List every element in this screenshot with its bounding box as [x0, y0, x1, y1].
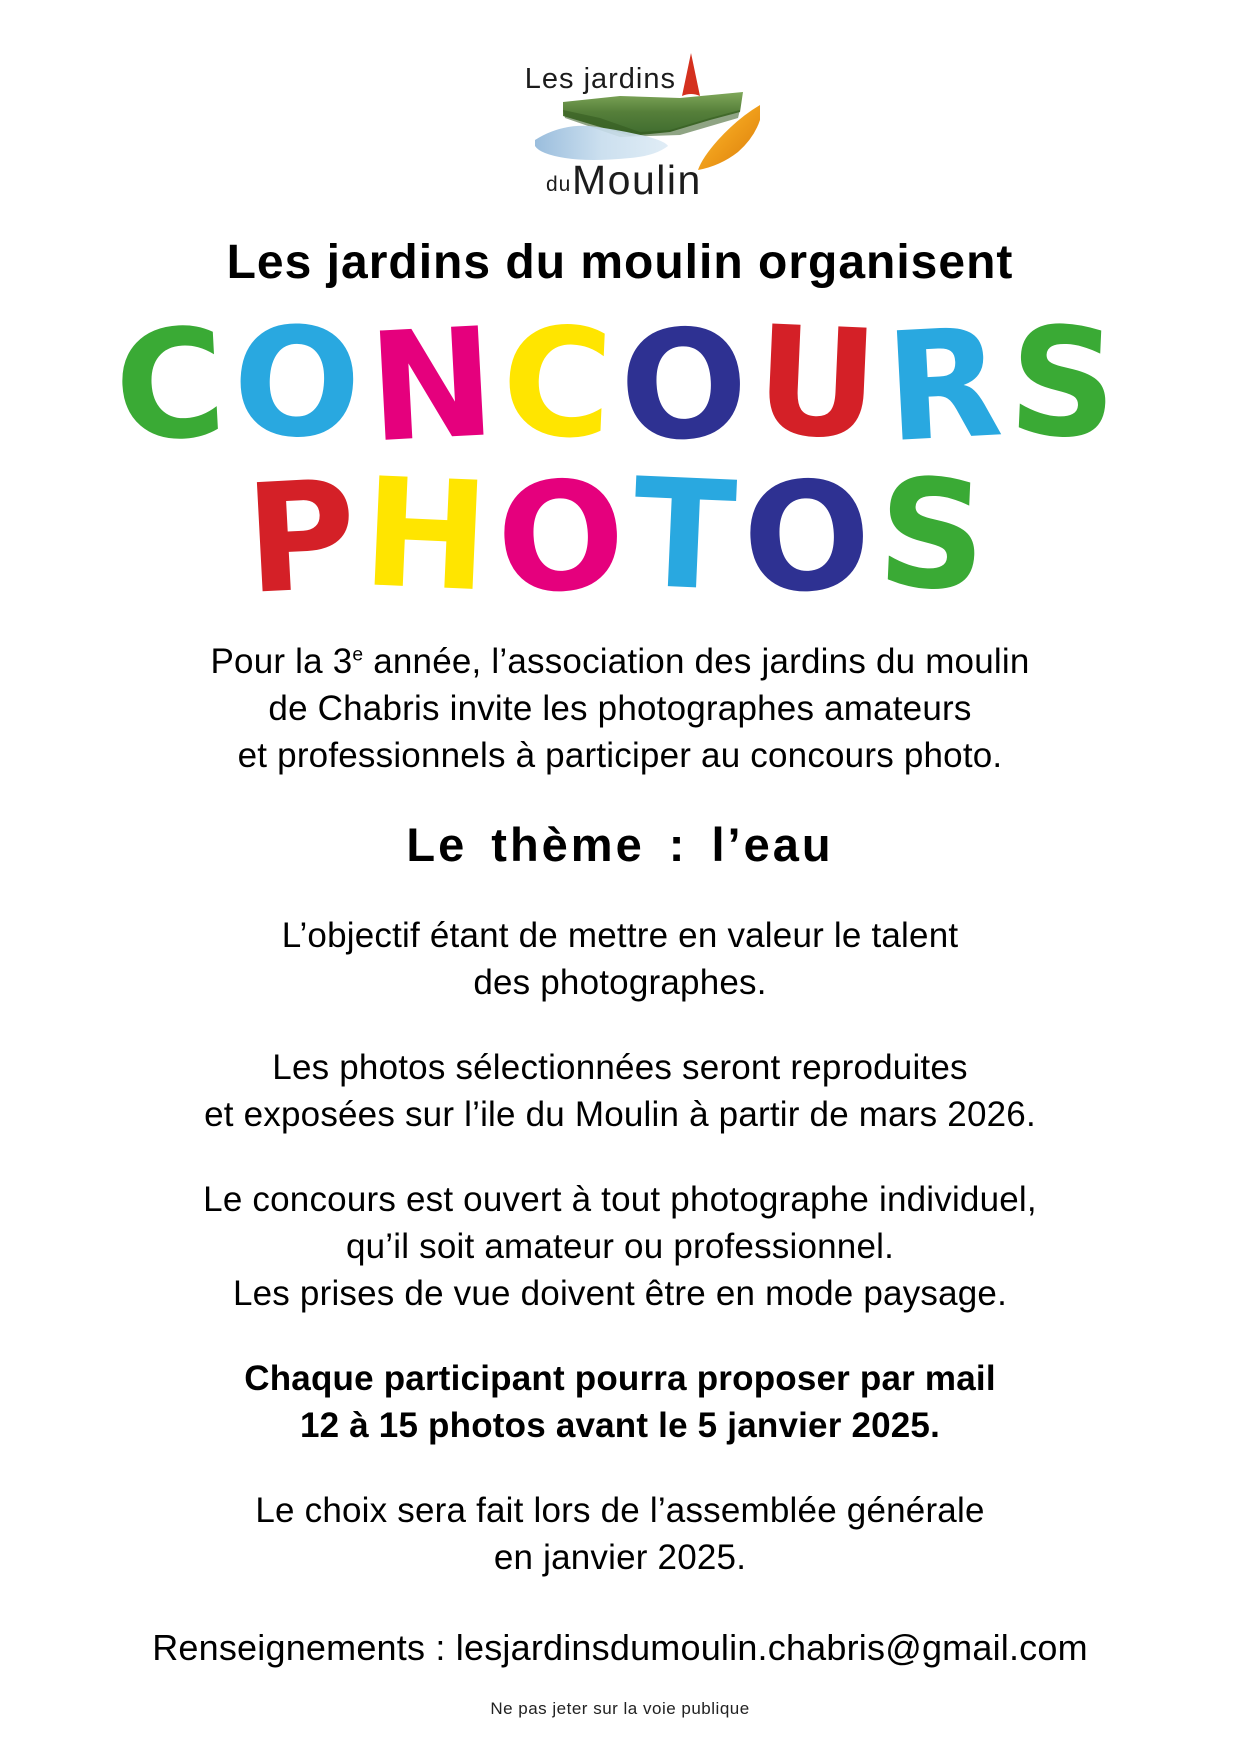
- choice-paragraph: [0, 1487, 1240, 1581]
- logo-title-line1: Les jardins: [524, 63, 676, 95]
- choice-line-2: en janvier 2025.: [493, 1538, 747, 1577]
- contact-info: Renseignements : lesjardinsdumoulin.chabris@gmail.com: [152, 1627, 1088, 1668]
- contest-title-concours: [0, 294, 1240, 477]
- title-letter: H: [359, 446, 501, 626]
- title-letter: O: [229, 294, 373, 474]
- title-letter: T: [628, 446, 747, 626]
- submission-line-1: Chaque participant pourra proposer par mail: [244, 1359, 996, 1398]
- selection-line-1: Les photos sélectionnées seront reproduites: [272, 1048, 968, 1087]
- logo-title-moulin: Moulin: [572, 157, 702, 200]
- intro-paragraph: [0, 638, 1240, 779]
- selection-line-2: et exposées sur l’ile du Moulin à partir de mars 2026.: [204, 1095, 1036, 1134]
- intro-line-2: de Chabris invite les photographes amateurs: [268, 689, 972, 728]
- objective-paragraph: [0, 912, 1240, 1006]
- title-letter: S: [874, 446, 999, 626]
- contest-title: [0, 294, 1240, 629]
- footer-note: Ne pas jeter sur la voie publique: [490, 1699, 750, 1718]
- rules-line-2: qu’il soit amateur ou professionnel.: [345, 1227, 895, 1266]
- title-letter: O: [738, 447, 883, 629]
- superscript-e: e: [352, 644, 364, 666]
- page-title: Les jardins du moulin organisent: [226, 236, 1014, 289]
- intro-line-3: et professionnels à participer au concours photo.: [237, 736, 1003, 775]
- intro-line-1: Pour la 3e année, l’association des jardins du moulin: [210, 642, 1030, 681]
- title-letter: S: [1005, 294, 1129, 474]
- title-letter: N: [364, 295, 507, 477]
- title-letter: O: [492, 447, 638, 629]
- title-letter: C: [110, 296, 238, 476]
- rules-paragraph: [0, 1176, 1240, 1317]
- contest-title-photos: [0, 446, 1240, 629]
- submission-paragraph: [0, 1355, 1240, 1449]
- title-letter: P: [241, 448, 369, 628]
- objective-line-1: L’objectif étant de mettre en valeur le talent: [281, 916, 959, 955]
- logo-graphic: [470, 40, 770, 200]
- theme-heading: Le thème : l’eau: [406, 818, 834, 871]
- objective-line-2: des photographes.: [473, 963, 767, 1002]
- logo-spire-icon: [682, 53, 700, 96]
- title-letter: U: [751, 294, 890, 474]
- rules-line-1: Le concours est ouvert à tout photographe individuel,: [203, 1180, 1037, 1219]
- logo-title-du: du: [546, 173, 572, 196]
- title-letter: R: [881, 295, 1014, 477]
- submission-line-2: 12 à 15 photos avant le 5 janvier 2025.: [299, 1406, 941, 1445]
- rules-line-3: Les prises de vue doivent être en mode paysage.: [232, 1274, 1008, 1313]
- title-letter: O: [615, 295, 761, 477]
- choice-line-1: Le choix sera fait lors de l’assemblée générale: [255, 1491, 985, 1530]
- selection-paragraph: [0, 1044, 1240, 1138]
- association-logo: [0, 0, 1240, 205]
- title-letter: C: [498, 294, 624, 474]
